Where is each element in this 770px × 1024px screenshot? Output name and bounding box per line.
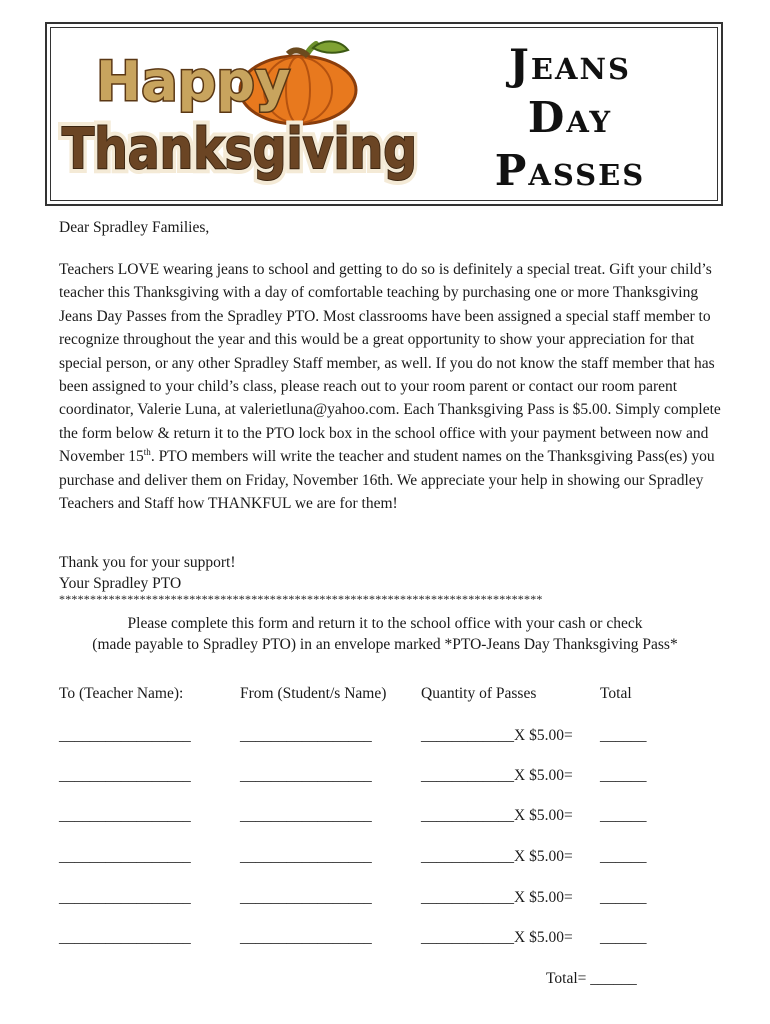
instructions-line-2: (made payable to Spradley PTO) in an envelope marked *PTO-Jeans Day Thanksgiving Pass* [92, 636, 678, 653]
student-name-blank[interactable]: _________________ [240, 727, 372, 744]
title-line-jeans: Jeans [509, 40, 631, 89]
form-row [0, 767, 770, 789]
page-title [430, 38, 710, 197]
form-row [0, 807, 770, 829]
student-name-blank[interactable]: _________________ [240, 807, 372, 824]
logo-word-thanksgiving: Thanksgiving [62, 117, 417, 182]
row-total-blank[interactable]: ______ [600, 727, 647, 744]
student-name-blank[interactable]: _________________ [240, 848, 372, 865]
header-quantity: Quantity of Passes [421, 685, 537, 702]
student-name-blank[interactable]: _________________ [240, 929, 372, 946]
student-name-blank[interactable]: _________________ [240, 889, 372, 906]
quantity-blank[interactable]: ____________X $5.00= [421, 889, 573, 906]
quantity-blank[interactable]: ____________X $5.00= [421, 727, 573, 744]
grand-total [546, 970, 637, 988]
row-total-blank[interactable]: ______ [600, 929, 647, 946]
quantity-blank[interactable]: ____________X $5.00= [421, 929, 573, 946]
quantity-blank[interactable]: ____________X $5.00= [421, 767, 573, 784]
letter-body [59, 258, 724, 515]
teacher-name-blank[interactable]: _________________ [59, 929, 191, 946]
row-total-blank[interactable]: ______ [600, 767, 647, 784]
teacher-name-blank[interactable]: _________________ [59, 889, 191, 906]
title-line-passes: Passes [494, 146, 646, 195]
grand-total-blank[interactable]: ______ [590, 970, 637, 987]
quantity-blank[interactable]: ____________X $5.00= [421, 807, 573, 824]
letter-body-paragraph [59, 258, 724, 515]
title-line-day: Day [527, 93, 613, 142]
quantity-blank[interactable]: ____________X $5.00= [421, 848, 573, 865]
happy-thanksgiving-logo [58, 28, 423, 198]
student-name-blank[interactable]: _________________ [240, 767, 372, 784]
instructions-line-1: Please complete this form and return it to the school office with your cash or check [127, 615, 643, 632]
row-total-blank[interactable]: ______ [600, 807, 647, 824]
teacher-name-blank[interactable]: _________________ [59, 807, 191, 824]
form-instructions [40, 613, 730, 655]
header-teacher-name: To (Teacher Name): [59, 685, 184, 702]
header-student-name: From (Student/s Name) [240, 685, 387, 702]
thanks-line: Thank you for your support! [59, 554, 236, 571]
letter-body-part2: . PTO members will write the teacher and student names on the Thanksgiving Pass(es) you purchase and deliver them on Friday, November 16th. We appreciate your help in showing our Spradley Teachers and Staff how THANKFUL we are for them! [59, 448, 715, 513]
teacher-name-blank[interactable]: _________________ [59, 767, 191, 784]
signature-line: Your Spradley PTO [59, 575, 182, 592]
letter-body-part1: Teachers LOVE wearing jeans to school and getting to do so is definitely a special treat. Gift your child’s teacher this Thanksgiving with a day of comfortable teaching by purchasing one or more Thanksgiving Jeans Day Passes from the Spradley PTO. Most classrooms have been assigned a special staff member to recognize throughout the year and this would be a great opportunity to show your appreciation for that special person, or any other Spradley Staff member, as well. If you do not know the staff member that has been assigned to your child’s class, please reach out to your room parent or contact our room parent coordinator, Valerie Luna, at valerietluna@yahoo.com. Each Thanksgiving Pass is $5.00. Simply complete the form below & return it to the PTO lock box in the school office with your payment between now and November 15 [59, 261, 721, 466]
letter-body-superscript: th [143, 447, 151, 458]
row-total-blank[interactable]: ______ [600, 848, 647, 865]
logo-word-thanksgiving-fill: Thanksgiving [62, 117, 417, 182]
header-total: Total [600, 685, 632, 702]
form-row [0, 727, 770, 749]
form-row [0, 929, 770, 951]
letter-greeting: Dear Spradley Families, [59, 219, 210, 236]
row-total-blank[interactable]: ______ [600, 889, 647, 906]
form-row [0, 889, 770, 911]
teacher-name-blank[interactable]: _________________ [59, 727, 191, 744]
teacher-name-blank[interactable]: _________________ [59, 848, 191, 865]
letter-signoff [59, 552, 236, 594]
grand-total-label: Total= [546, 970, 587, 987]
logo-word-happy: Happy [96, 50, 291, 113]
form-row [0, 848, 770, 870]
separator-stars: ****************************************************************************** [59, 592, 543, 606]
